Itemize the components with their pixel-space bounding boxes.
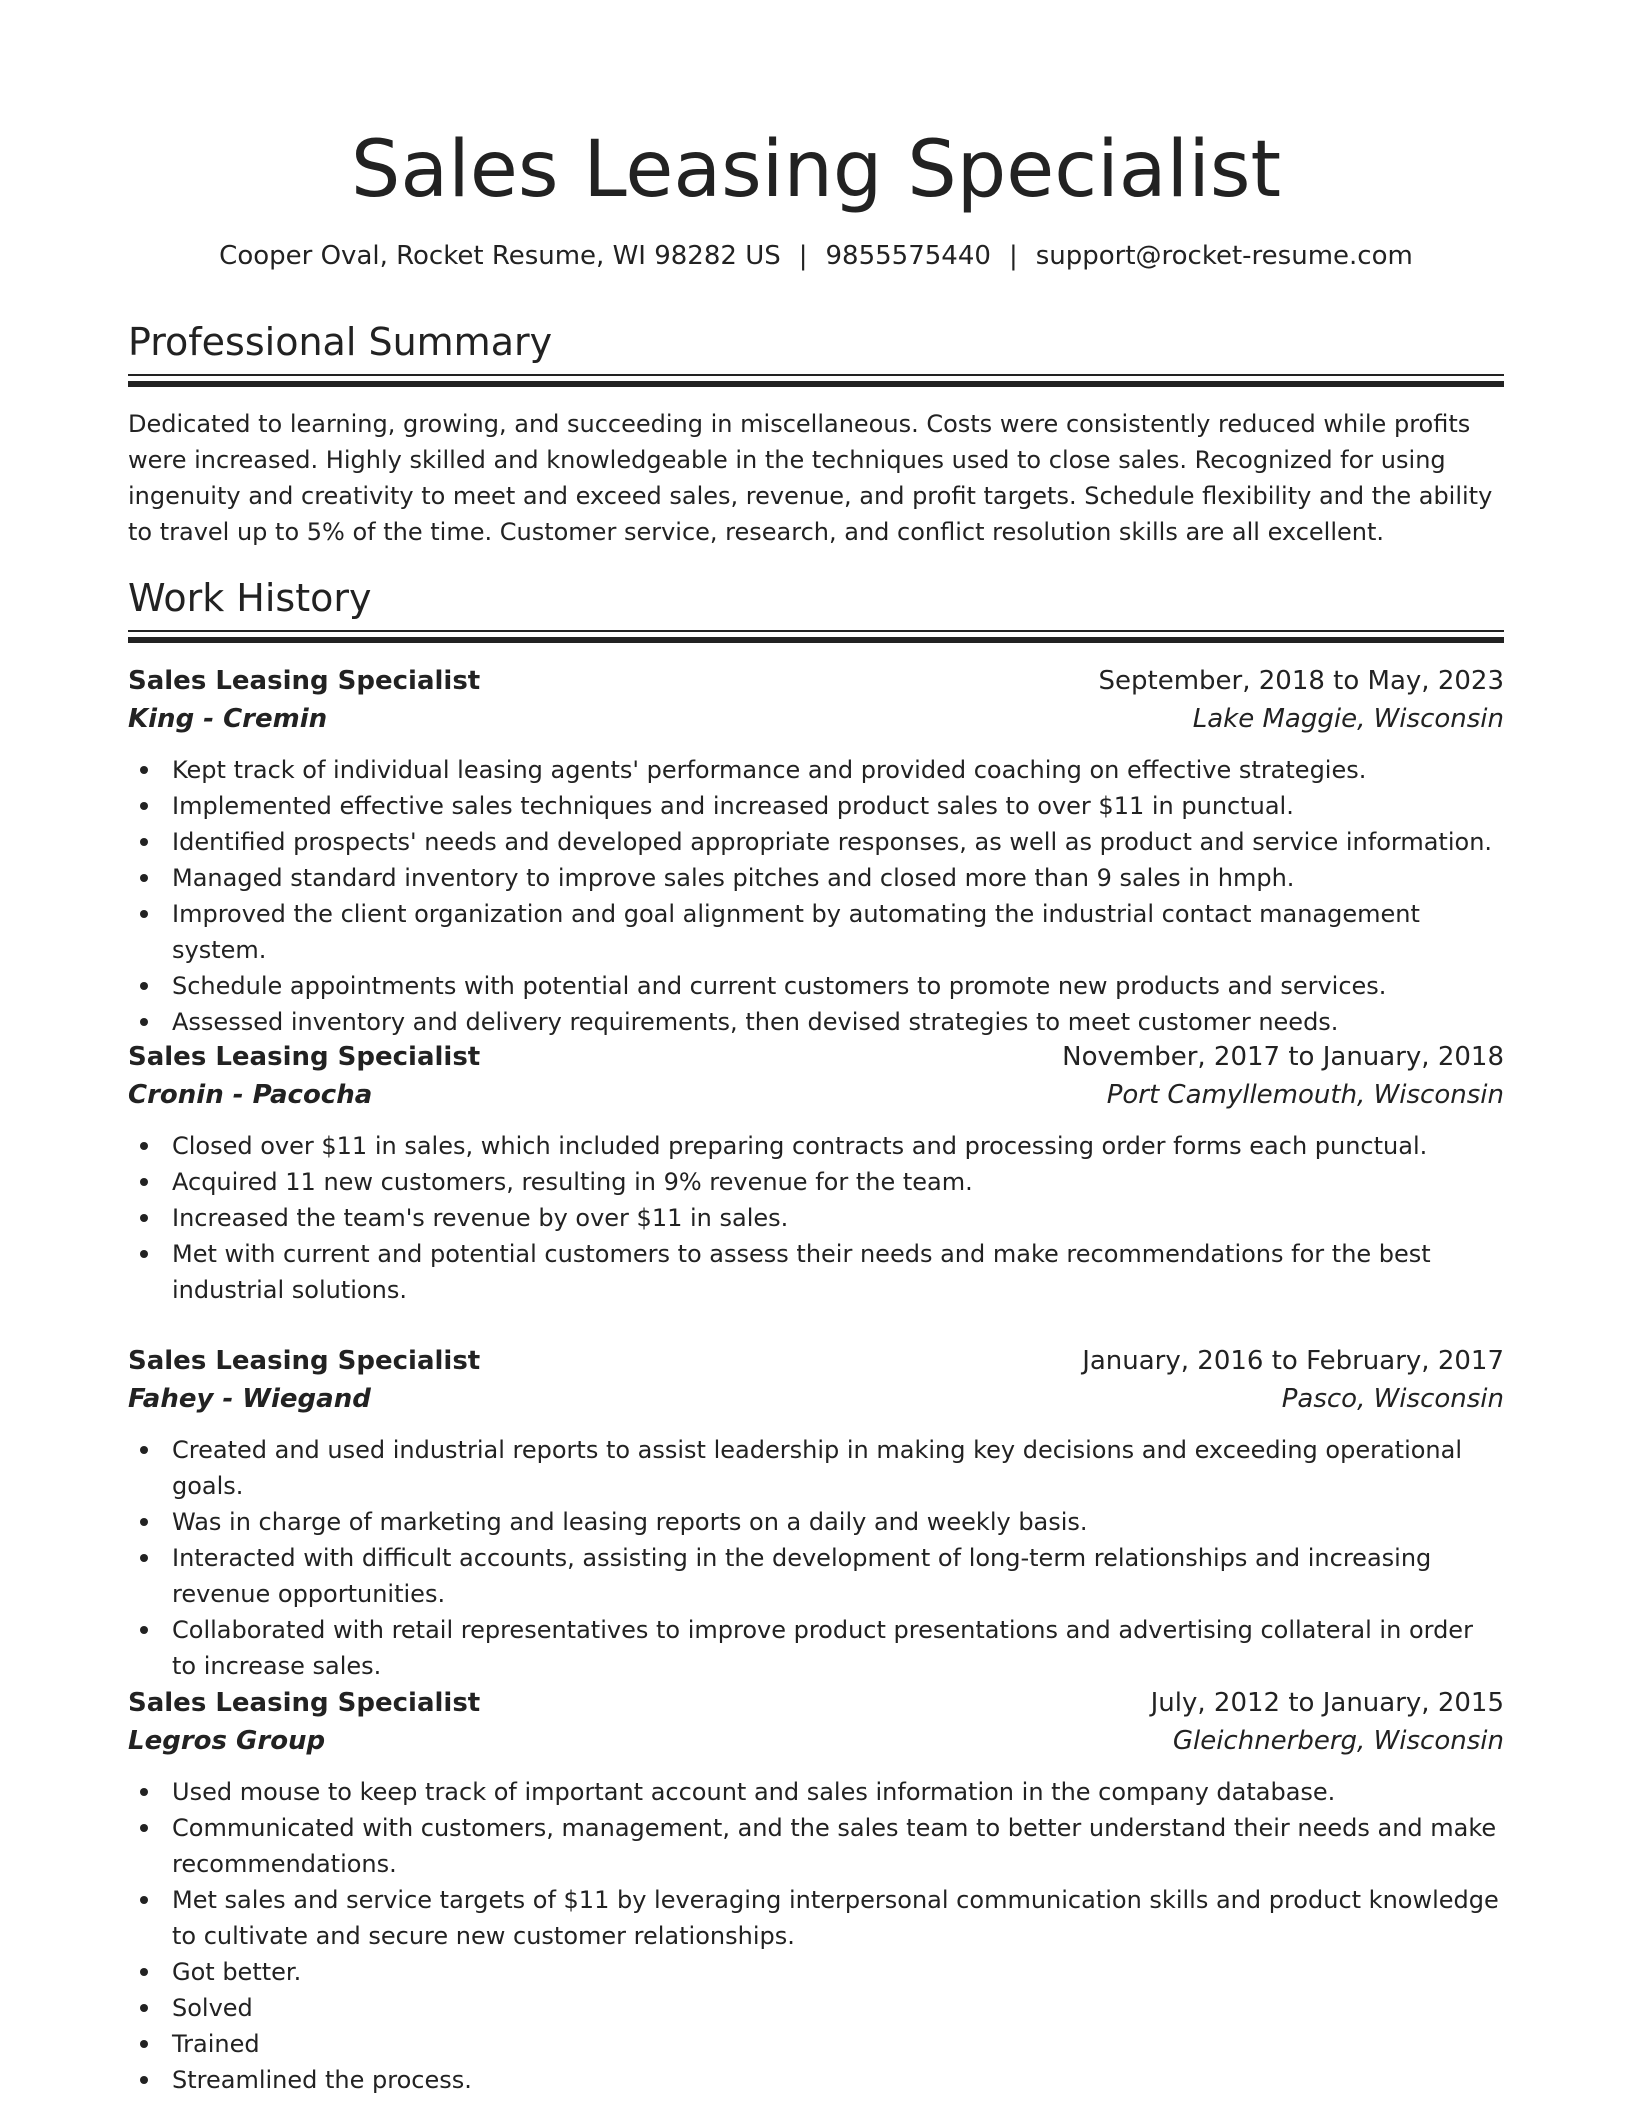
contact-phone[interactable]: 9855575440 — [825, 241, 991, 271]
summary-heading: Professional Summary — [128, 320, 553, 364]
bullet-text: Managed standard inventory to improve sales pitches and closed more than 9 sales in hmph. — [172, 864, 1295, 892]
job-header-row — [128, 1038, 1504, 1076]
bullet-item — [128, 1810, 1504, 1882]
job-bullets — [128, 1774, 1504, 2098]
job-bullets — [128, 752, 1504, 1040]
bullet-dot-icon — [140, 1446, 148, 1454]
summary-divider — [128, 374, 1504, 388]
job-subheader-row — [128, 1722, 1504, 1760]
contact-separator: | — [798, 241, 808, 271]
bullet-dot-icon — [140, 1518, 148, 1526]
bullet-item — [128, 1200, 1504, 1236]
job-title: Sales Leasing Specialist — [128, 1042, 481, 1072]
bullet-dot-icon — [140, 2040, 148, 2048]
job-entry — [128, 1038, 1504, 1308]
job-title: Sales Leasing Specialist — [128, 1346, 481, 1376]
job-dates: November, 2017 to January, 2018 — [1062, 1042, 1504, 1072]
job-entry — [128, 1342, 1504, 1684]
divider-thick-line — [128, 637, 1504, 643]
bullet-dot-icon — [140, 2076, 148, 2084]
contact-separator: | — [1008, 241, 1018, 271]
divider-thin-line — [128, 630, 1504, 632]
job-location: Lake Maggie, Wisconsin — [1192, 704, 1504, 734]
work-history-heading: Work History — [128, 576, 372, 620]
bullet-text: Collaborated with retail representatives to improve product presentations and advertising collateral in order to increase sales. — [172, 1616, 1473, 1680]
bullet-text: Got better. — [172, 1958, 302, 1986]
job-dates: September, 2018 to May, 2023 — [1098, 666, 1504, 696]
bullet-dot-icon — [140, 1214, 148, 1222]
bullet-dot-icon — [140, 1250, 148, 1258]
bullet-dot-icon — [140, 1554, 148, 1562]
bullet-text: Improved the client organization and goal alignment by automating the industrial contact management system. — [172, 900, 1420, 964]
bullet-item — [128, 860, 1504, 896]
bullet-dot-icon — [140, 910, 148, 918]
bullet-item — [128, 2062, 1504, 2098]
bullet-dot-icon — [140, 802, 148, 810]
contact-address: Cooper Oval, Rocket Resume, WI 98282 US — [219, 241, 781, 271]
contact-line — [128, 236, 1504, 276]
job-location: Gleichnerberg, Wisconsin — [1172, 1726, 1504, 1756]
job-company: Legros Group — [128, 1726, 326, 1756]
bullet-dot-icon — [140, 1788, 148, 1796]
job-location: Port Camyllemouth, Wisconsin — [1106, 1080, 1504, 1110]
contact-email[interactable]: support@rocket-resume.com — [1035, 241, 1413, 271]
bullet-item — [128, 1990, 1504, 2026]
bullet-text: Used mouse to keep track of important account and sales information in the company database. — [172, 1778, 1336, 1806]
bullet-dot-icon — [140, 1142, 148, 1150]
bullet-item — [128, 896, 1504, 968]
bullet-item — [128, 2026, 1504, 2062]
bullet-dot-icon — [140, 838, 148, 846]
job-bullets — [128, 1432, 1504, 1684]
bullet-dot-icon — [140, 1178, 148, 1186]
job-header-row — [128, 662, 1504, 700]
bullet-item — [128, 788, 1504, 824]
summary-text: Dedicated to learning, growing, and succeeding in miscellaneous. Costs were consistently reduced while profits were increased. Highly skilled and knowledgeable in the techniques used to close sales. Recognized for using ingenuity and creativity to meet and exceed sales, revenue, and profit targets. Schedule flexibility and the ability to travel up to 5% of the time. Customer service, research, and conflict resolution skills are all excellent. — [128, 410, 1493, 546]
job-title: Sales Leasing Specialist — [128, 666, 481, 696]
job-dates: January, 2016 to February, 2017 — [1082, 1346, 1504, 1376]
bullet-item — [128, 1504, 1504, 1540]
bullet-item — [128, 1612, 1504, 1684]
bullet-item — [128, 1236, 1504, 1308]
job-header-row — [128, 1684, 1504, 1722]
bullet-dot-icon — [140, 982, 148, 990]
bullet-item — [128, 1882, 1504, 1954]
job-company: Cronin - Pacocha — [128, 1080, 373, 1110]
divider-thick-line — [128, 381, 1504, 387]
bullet-item — [128, 1128, 1504, 1164]
bullet-text: Implemented effective sales techniques and increased product sales to over $11 in punctual. — [172, 792, 1294, 820]
bullet-dot-icon — [140, 2004, 148, 2012]
job-dates: July, 2012 to January, 2015 — [1150, 1688, 1504, 1718]
bullet-item — [128, 1164, 1504, 1200]
bullet-item — [128, 1774, 1504, 1810]
job-title: Sales Leasing Specialist — [128, 1688, 481, 1718]
job-subheader-row — [128, 700, 1504, 738]
bullet-dot-icon — [140, 874, 148, 882]
bullet-text: Met with current and potential customers to assess their needs and make recommendations for the best industrial solutions. — [172, 1240, 1431, 1304]
work-history-divider — [128, 630, 1504, 644]
bullet-text: Schedule appointments with potential and current customers to promote new products and services. — [172, 972, 1387, 1000]
bullet-text: Communicated with customers, management, and the sales team to better understand their needs and make recommendations. — [172, 1814, 1497, 1878]
bullet-text: Identified prospects' needs and developed appropriate responses, as well as product and service information. — [172, 828, 1493, 856]
bullet-item — [128, 1540, 1504, 1612]
bullet-item — [128, 1432, 1504, 1504]
bullet-dot-icon — [140, 766, 148, 774]
job-subheader-row — [128, 1380, 1504, 1418]
job-header-row — [128, 1342, 1504, 1380]
bullet-text: Created and used industrial reports to assist leadership in making key decisions and exceeding operational goals. — [172, 1436, 1462, 1500]
job-entry — [128, 662, 1504, 1040]
bullet-item — [128, 752, 1504, 788]
bullet-text: Kept track of individual leasing agents' performance and provided coaching on effective strategies. — [172, 756, 1367, 784]
bullet-text: Interacted with difficult accounts, assisting in the development of long-term relationships and increasing revenue opportunities. — [172, 1544, 1432, 1608]
bullet-dot-icon — [140, 1968, 148, 1976]
bullet-text: Streamlined the process. — [172, 2066, 472, 2094]
bullet-text: Met sales and service targets of $11 by leveraging interpersonal communication skills and product knowledge to cultivate and secure new customer relationships. — [172, 1886, 1499, 1950]
bullet-text: Closed over $11 in sales, which included preparing contracts and processing order forms each punctual. — [172, 1132, 1428, 1160]
bullet-item — [128, 1954, 1504, 1990]
bullet-dot-icon — [140, 1896, 148, 1904]
job-location: Pasco, Wisconsin — [1281, 1384, 1504, 1414]
bullet-item — [128, 1004, 1504, 1040]
bullet-dot-icon — [140, 1824, 148, 1832]
bullet-text: Acquired 11 new customers, resulting in 9% revenue for the team. — [172, 1168, 973, 1196]
bullet-text: Trained — [172, 2030, 260, 2058]
divider-thin-line — [128, 374, 1504, 376]
job-subheader-row — [128, 1076, 1504, 1114]
job-company: Fahey - Wiegand — [128, 1384, 371, 1414]
bullet-text: Increased the team's revenue by over $11 in sales. — [172, 1204, 789, 1232]
bullet-item — [128, 824, 1504, 860]
bullet-text: Solved — [172, 1994, 253, 2022]
job-bullets — [128, 1128, 1504, 1308]
bullet-item — [128, 968, 1504, 1004]
bullet-dot-icon — [140, 1626, 148, 1634]
bullet-dot-icon — [140, 1018, 148, 1026]
bullet-text: Assessed inventory and delivery requirements, then devised strategies to meet customer needs. — [172, 1008, 1339, 1036]
job-company: King - Cremin — [128, 704, 328, 734]
job-entry — [128, 1684, 1504, 2098]
bullet-text: Was in charge of marketing and leasing reports on a daily and weekly basis. — [172, 1508, 1088, 1536]
resume-name: Sales Leasing Specialist — [350, 125, 1282, 215]
